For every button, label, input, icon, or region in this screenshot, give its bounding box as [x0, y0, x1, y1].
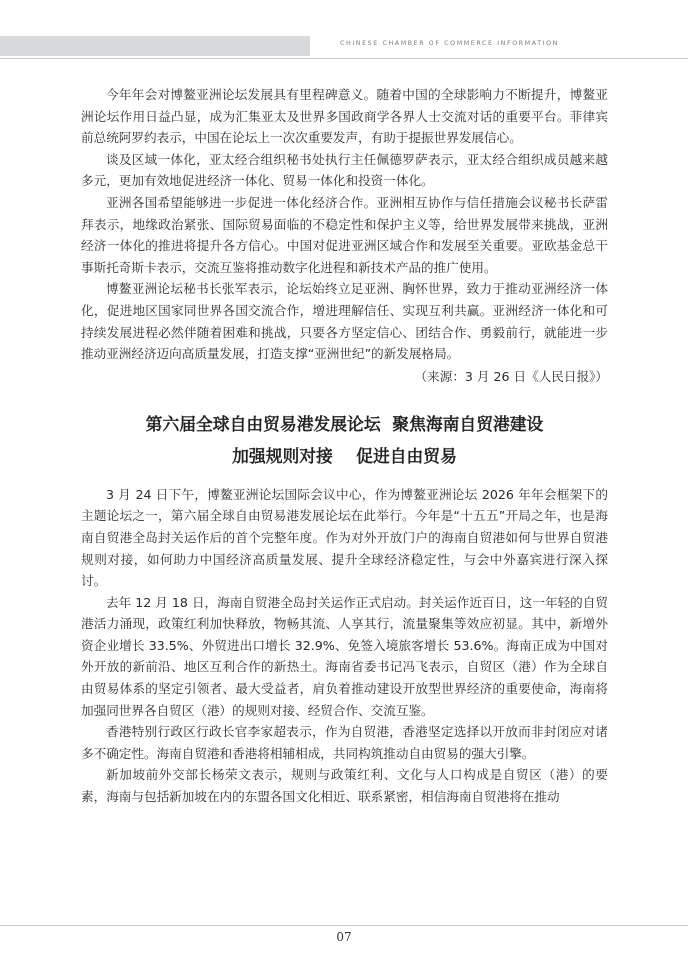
page-content: [81, 84, 608, 808]
article2-paragraph-4: 新加坡前外交部长杨荣文表示，规则与政策红利、文化与人口构成是自贸区（港）的要素，海南与包括新加坡在内的东盟各国文化相近、联系紧密，相信海南自贸港将在推动: [81, 767, 608, 805]
article2-paragraph-1: 3 月 24 日下午，博鳌亚洲论坛国际会议中心，作为博鳌亚洲论坛 2026 年年会框架下的主题论坛之一，第六届全球自由贸易港发展论坛在此举行。今年是“十五五”开局之年，也是海南自贸港全岛封关运作后的首个完整年度。作为对外开放门户的海南自贸港如何与世界自贸港规则对接，如何助力中国经济高质量发展、提升全球经济稳定性，与会中外嘉宾进行深入探讨。: [81, 486, 608, 589]
page-number: 07: [336, 930, 352, 944]
article-free-trade-port-forum: [81, 408, 608, 808]
publication-name: CHINESE CHAMBER OF COMMERCE INFORMATION: [340, 40, 559, 47]
article1-paragraph-2: 谈及区域一体化，亚太经合组织秘书处执行主任佩德罗萨表示，亚太经合组织成员越来越多元，更加有效地促进经济一体化、贸易一体化和投资一体化。: [81, 151, 608, 189]
article1-paragraph-3: 亚洲各国希望能够进一步促进一体化经济合作。亚洲相互协作与信任措施会议秘书长萨雷拜表示，地缘政治紧张、国际贸易面临的不稳定性和保护主义等，给世界发展带来挑战，亚洲经济一体化的推进将提升各方信心。中国对促进亚洲区域合作和发展至关重要。亚欧基金总干事斯托奇斯卡表示，交流互鉴将推动数字化进程和新技术产品的推广使用。: [81, 194, 608, 275]
header-divider: [0, 58, 688, 59]
footer-divider: [0, 925, 688, 926]
article2-paragraph-3: 香港特别行政区行政长官李家超表示，作为自贸港，香港坚定选择以开放而非封闭应对诸多不确定性。海南自贸港和香港将相辅相成，共同构筑推动自由贸易的强大引擎。: [81, 724, 608, 761]
article-boao-forum: [81, 84, 608, 388]
article1-paragraph-1: 今年年会对博鳌亚洲论坛发展具有里程碑意义。随着中国的全球影响力不断提升，博鳌亚洲论坛作用日益凸显，成为汇集亚太及世界多国政商学各界人士交流对话的重要平台。菲律宾前总统阿罗约表示，中国在论坛上一次次重要发声，有助于提振世界发展信心。: [81, 87, 608, 146]
article2-paragraph-2: 去年 12 月 18 日，海南自贸港全岛封关运作正式启动。封关运作近百日，这一年轻的自贸港活力涌现，政策红利加快释放，物畅其流、人享其行，流量聚集等效应初显。其中，新增外资企业增长 33.5%、外贸进出口增长 32.9%、免签入境旅客增长 53.6%。海南正成为中国对外开放的新前沿、地区互利合作的新热土。海南省委书记冯飞表示，自贸区（港）作为全球自由贸易体系的坚定引领者、最大受益者，肩负着推动建设开放型世界经济的重要使命，海南将加强同世界各自贸区（港）的规则对接、经贸合作、交流互鉴。: [81, 594, 608, 718]
article2-title-line-1: 第六届全球自由贸易港发展论坛 聚焦海南自贸港建设: [145, 413, 544, 434]
article1-source: （来源：3 月 26 日《人民日报》）: [414, 368, 608, 384]
article2-headline: [81, 408, 608, 472]
article2-title-line-2: 加强规则对接 促进自由贸易: [232, 445, 457, 466]
article1-paragraph-4: 博鳌亚洲论坛秘书长张军表示，论坛始终立足亚洲、胸怀世界，致力于推动亚洲经济一体化，促进地区国家同世界各国交流合作，增进理解信任、实现互利共赢。亚洲经济一体化和可持续发展进程必然伴随着困难和挑战，只要各方坚定信心、团结合作、勇毅前行，就能进一步推动亚洲经济迈向高质量发展，打造支撑“亚洲世纪”的新发展格局。: [81, 281, 608, 362]
